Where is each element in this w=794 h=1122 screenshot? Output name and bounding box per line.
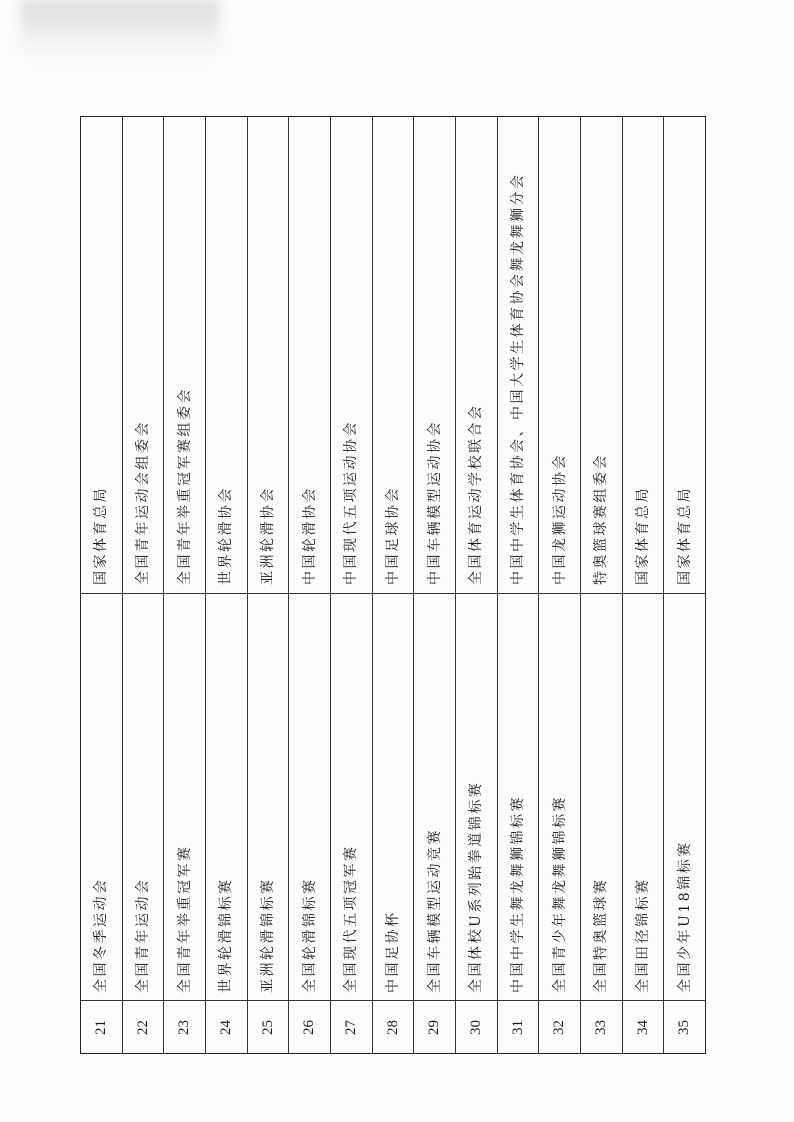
row-number: 25 [259, 1019, 276, 1035]
competition-table [80, 116, 706, 1054]
organizer-cell [456, 117, 497, 593]
row-number-cell [81, 1000, 122, 1053]
row-number-cell [664, 1000, 705, 1053]
row-number-cell [123, 1000, 164, 1053]
event-text: 全国特奥篮球赛 [593, 877, 610, 993]
table-row [123, 117, 165, 1053]
event-text: 世界轮滑锦标赛 [218, 877, 235, 993]
row-number: 30 [467, 1019, 484, 1035]
event-cell [539, 593, 580, 1001]
table-row [414, 117, 456, 1053]
event-text: 全国冬季运动会 [93, 877, 110, 993]
row-number-cell [373, 1000, 414, 1053]
event-cell [81, 593, 122, 1001]
organizer-text: 国家体育总局 [93, 486, 110, 585]
event-text: 中国足协杯 [385, 910, 402, 993]
organizer-cell [206, 117, 247, 593]
row-number-cell [456, 1000, 497, 1053]
event-text: 全国车辆模型运动竞赛 [426, 828, 443, 993]
table-row [164, 117, 206, 1053]
organizer-text: 中国龙狮运动协会 [551, 453, 568, 585]
organizer-text: 全国体育运动学校联合会 [468, 403, 485, 585]
event-text: 全国田径锦标赛 [635, 877, 652, 993]
row-number-cell [539, 1000, 580, 1053]
row-number-cell [331, 1000, 372, 1053]
event-text: 全国轮滑锦标赛 [301, 877, 318, 993]
organizer-cell [581, 117, 622, 593]
row-number: 27 [342, 1019, 359, 1035]
row-number-cell [581, 1000, 622, 1053]
table-row [206, 117, 248, 1053]
event-text: 全国青年举重冠军赛 [176, 844, 193, 993]
organizer-text: 中国现代五项运动协会 [343, 420, 360, 585]
event-cell [164, 593, 205, 1001]
organizer-cell [331, 117, 372, 593]
organizer-cell [664, 117, 705, 593]
event-cell [248, 593, 289, 1001]
row-number-cell [164, 1000, 205, 1053]
organizer-text: 全国青年运动会组委会 [135, 420, 151, 585]
organizer-text: 全国青年举重冠军赛组委会 [176, 387, 193, 585]
organizer-text: 亚洲轮滑协会 [260, 486, 277, 585]
scan-artifact [20, 0, 220, 60]
event-cell [456, 593, 497, 1001]
event-cell [581, 593, 622, 1001]
organizer-text: 中国足球协会 [385, 486, 402, 585]
organizer-cell [289, 117, 330, 593]
row-number-cell [414, 1000, 455, 1053]
event-text: 全国体校U系列跆拳道锦标赛 [468, 780, 485, 993]
table-row [373, 117, 415, 1053]
organizer-text: 国家体育总局 [676, 486, 693, 585]
event-cell [206, 593, 247, 1001]
row-number: 26 [301, 1019, 318, 1035]
event-text: 中国中学生舞龙舞狮锦标赛 [510, 795, 527, 993]
organizer-text: 特奥篮球赛组委会 [593, 453, 610, 585]
row-number-cell [248, 1000, 289, 1053]
organizer-cell [248, 117, 289, 593]
row-number-cell [206, 1000, 247, 1053]
row-number: 33 [592, 1019, 609, 1035]
event-text: 全国少年U18锦标赛 [676, 840, 693, 993]
row-number: 28 [384, 1019, 401, 1035]
table-row [623, 117, 665, 1053]
organizer-text: 中国车辆模型运动协会 [426, 420, 443, 585]
event-cell [289, 593, 330, 1001]
organizer-cell [81, 117, 122, 593]
table-row [539, 117, 581, 1053]
event-cell [623, 593, 664, 1001]
event-text: 亚洲轮滑锦标赛 [260, 877, 277, 993]
organizer-cell [123, 117, 164, 593]
event-text: 全国现代五项冠军赛 [343, 844, 360, 993]
table-row [456, 117, 498, 1053]
organizer-text: 国家体育总局 [635, 486, 652, 585]
organizer-cell [623, 117, 664, 593]
organizer-cell [498, 117, 539, 593]
event-text: 全国青少年舞龙舞狮锦标赛 [551, 795, 568, 993]
event-cell [123, 593, 164, 1001]
row-number-cell [623, 1000, 664, 1053]
row-number: 34 [634, 1019, 651, 1035]
row-number: 21 [92, 1019, 109, 1035]
table-row [581, 117, 623, 1053]
organizer-cell [414, 117, 455, 593]
table-row [664, 117, 705, 1053]
table-row [81, 117, 123, 1053]
table-row [331, 117, 373, 1053]
organizer-text: 中国中学生体育协会、中国大学生体育协会舞龙舞狮分会 [510, 172, 527, 585]
event-cell [331, 593, 372, 1001]
event-cell [373, 593, 414, 1001]
organizer-cell [373, 117, 414, 593]
table-row [289, 117, 331, 1053]
row-number: 24 [217, 1019, 234, 1035]
table-row [498, 117, 540, 1053]
event-cell [498, 593, 539, 1001]
event-text: 全国青年运动会 [135, 877, 151, 993]
row-number: 31 [509, 1019, 526, 1035]
row-number: 35 [676, 1019, 693, 1035]
table-row [248, 117, 290, 1053]
event-cell [414, 593, 455, 1001]
organizer-text: 世界轮滑协会 [218, 486, 235, 585]
row-number-cell [289, 1000, 330, 1053]
organizer-text: 中国轮滑协会 [301, 486, 318, 585]
organizer-cell [164, 117, 205, 593]
organizer-cell [539, 117, 580, 593]
event-cell [664, 593, 705, 1001]
row-number: 32 [551, 1019, 568, 1035]
row-number-cell [498, 1000, 539, 1053]
row-number: 22 [134, 1019, 151, 1035]
row-number: 29 [426, 1019, 443, 1035]
row-number: 23 [176, 1019, 193, 1035]
